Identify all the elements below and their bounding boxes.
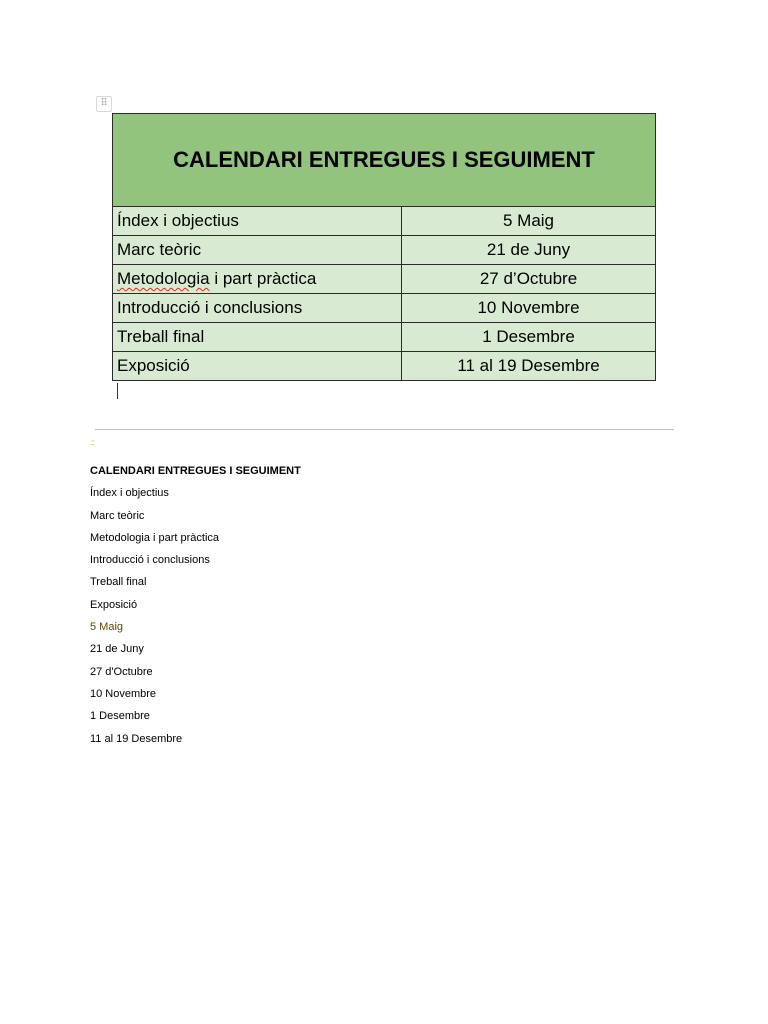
- extracted-heading: CALENDARI ENTREGUES I SEGUIMENT: [90, 465, 301, 477]
- list-item: 21 de Juny: [90, 643, 144, 656]
- list-item: Metodologia i part pràctica: [90, 531, 220, 544]
- task-cell[interactable]: Treball final: [113, 323, 402, 352]
- date-cell[interactable]: 11 al 19 Desembre: [402, 352, 656, 381]
- list-item: 10 Novembre: [90, 687, 157, 700]
- list-item: Marc teòric: [90, 509, 145, 522]
- date-cell[interactable]: 10 Novembre: [402, 294, 656, 323]
- page-divider: [95, 429, 674, 430]
- misspelled-word[interactable]: Metodologia: [117, 269, 210, 288]
- text-cursor: [117, 383, 118, 399]
- list-item: Índex i objectius: [90, 487, 169, 500]
- task-cell[interactable]: Exposició: [113, 352, 402, 381]
- list-item: 11 al 19 Desembre: [90, 732, 183, 745]
- task-cell[interactable]: Marc teòric: [113, 236, 402, 265]
- date-cell[interactable]: 21 de Juny: [402, 236, 656, 265]
- date-cell[interactable]: 5 Maig: [402, 207, 656, 236]
- list-item: 1 Desembre: [90, 710, 150, 723]
- table-row: [113, 352, 656, 381]
- task-cell[interactable]: Índex i objectius: [113, 207, 402, 236]
- task-text: i part pràctica: [209, 269, 317, 288]
- list-item: Exposició: [90, 598, 138, 611]
- table-row: [113, 294, 656, 323]
- table-row: [113, 265, 656, 294]
- list-item: Introducció i conclusions: [90, 554, 210, 567]
- list-item: 27 d'Octubre: [90, 665, 153, 678]
- extracted-text-list: [90, 460, 301, 750]
- table-drag-handle-icon[interactable]: ⠿: [96, 96, 112, 112]
- list-item: Treball final: [90, 576, 147, 589]
- date-cell[interactable]: 1 Desembre: [402, 323, 656, 352]
- list-item: 5 Maig: [90, 621, 124, 634]
- table-row: [113, 323, 656, 352]
- table-row: [113, 207, 656, 236]
- table-row: [113, 236, 656, 265]
- table-title[interactable]: CALENDARI ENTREGUES I SEGUIMENT: [113, 114, 656, 207]
- task-cell[interactable]: [113, 265, 402, 294]
- table-title-row: [113, 114, 656, 207]
- task-cell[interactable]: Introducció i conclusions: [113, 294, 402, 323]
- schedule-table: [112, 113, 656, 381]
- drag-handle-icon[interactable]: :::: [90, 438, 94, 447]
- date-cell[interactable]: 27 d’Octubre: [402, 265, 656, 294]
